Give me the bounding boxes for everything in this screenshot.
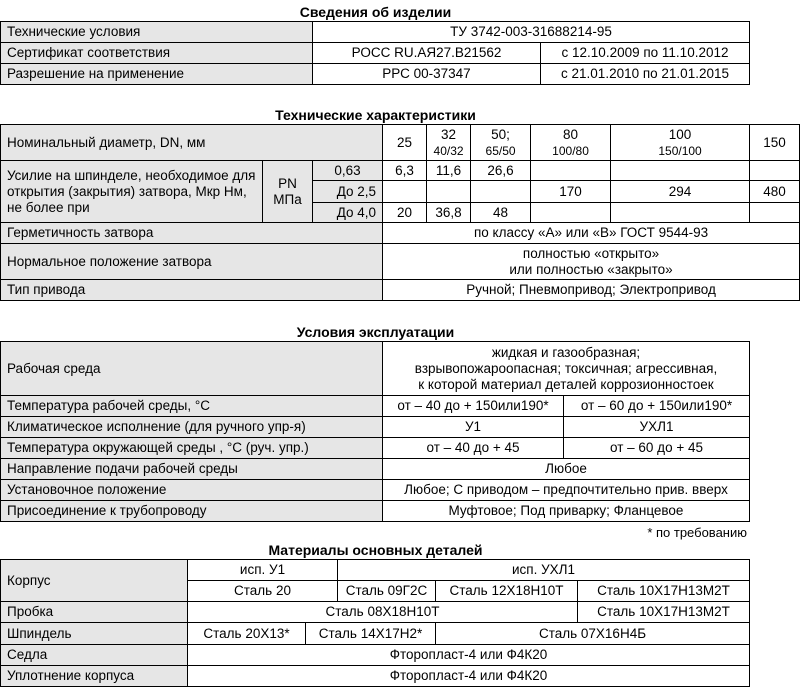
drive-type-label: Тип привода bbox=[1, 280, 383, 301]
product-info-table bbox=[0, 21, 750, 85]
ambient-temp-u1: от – 40 до + 45 bbox=[383, 438, 564, 459]
materials-table bbox=[0, 559, 750, 687]
pn-label: PN МПа bbox=[263, 161, 313, 223]
torque-25-50 bbox=[471, 181, 531, 203]
pressure-25: До 2,5 bbox=[313, 181, 383, 203]
certificate-label: Сертификат соответствия bbox=[1, 43, 313, 64]
permission-label: Разрешение на применение bbox=[1, 64, 313, 85]
torque-063-32: 11,6 bbox=[427, 161, 471, 181]
pressure-40: До 4,0 bbox=[313, 203, 383, 223]
section-title-tech-specs: Технические характеристики bbox=[275, 107, 476, 123]
torque-40-100 bbox=[611, 203, 750, 223]
tech-conditions-value: ТУ 3742-003-31688214-95 bbox=[313, 22, 750, 43]
section-title-operating-conditions: Условия эксплуатации bbox=[296, 324, 455, 340]
drive-type-value: Ручной; Пневмопривод; Электропривод bbox=[383, 280, 800, 301]
torque-063-50: 26,6 bbox=[471, 161, 531, 181]
torque-063-80 bbox=[531, 161, 611, 181]
medium-temp-label: Температура рабочей среды, °С bbox=[1, 396, 383, 417]
normal-position-value: полностью «открыто» или полностью «закрыто» bbox=[383, 244, 800, 280]
footnote: * по требованию bbox=[647, 525, 747, 540]
torque-label: Усилие на шпинделе, необходимое для открытия (закрытия) затвора, Мкр Нм, не более при bbox=[1, 161, 263, 223]
medium-label: Рабочая среда bbox=[1, 342, 383, 396]
medium-temp-u1: от – 40 до + 150или190* bbox=[383, 396, 564, 417]
torque-40-80 bbox=[531, 203, 611, 223]
flow-direction-value: Любое bbox=[383, 459, 750, 480]
spindle-value-b: Сталь 14Х17Н2* bbox=[306, 623, 436, 645]
seat-label: Седла bbox=[1, 645, 188, 666]
body-label: Корпус bbox=[1, 560, 188, 602]
torque-25-100: 294 bbox=[611, 181, 750, 203]
dn-25: 25 bbox=[383, 125, 427, 161]
body-seal-label: Уплотнение корпуса bbox=[1, 666, 188, 687]
tech-specs-table bbox=[0, 124, 800, 301]
normal-position-label: Нормальное положение затвора bbox=[1, 244, 383, 280]
torque-40-50: 48 bbox=[471, 203, 531, 223]
installation-label: Установочное положение bbox=[1, 480, 383, 501]
dn-label: Номинальный диаметр, DN, мм bbox=[1, 125, 383, 161]
tightness-label: Герметичность затвора bbox=[1, 223, 383, 244]
pressure-063: 0,63 bbox=[313, 161, 383, 181]
connection-label: Присоединение к трубопроводу bbox=[1, 501, 383, 522]
permission-dates: с 21.01.2010 по 21.01.2015 bbox=[541, 64, 750, 85]
torque-063-25: 6,3 bbox=[383, 161, 427, 181]
tech-conditions-label: Технические условия bbox=[1, 22, 313, 43]
torque-40-150 bbox=[750, 203, 800, 223]
medium-value: жидкая и газообразная; взрывопожароопасная; токсичная; агрессивная, к которой материал деталей коррозионностоек bbox=[383, 342, 750, 396]
spindle-label: Шпиндель bbox=[1, 623, 188, 645]
plug-label: Пробка bbox=[1, 602, 188, 623]
climate-label: Климатическое исполнение (для ручного упр-я) bbox=[1, 417, 383, 438]
body-u1: Сталь 20 bbox=[188, 581, 338, 602]
installation-value: Любое; С приводом – предпочтительно прив. вверх bbox=[383, 480, 750, 501]
dn-150: 150 bbox=[750, 125, 800, 161]
torque-25-80: 170 bbox=[531, 181, 611, 203]
torque-063-150 bbox=[750, 161, 800, 181]
torque-25-32 bbox=[427, 181, 471, 203]
torque-063-100 bbox=[611, 161, 750, 181]
dn-50: 50; 65/50 bbox=[471, 125, 531, 161]
torque-40-25: 20 bbox=[383, 203, 427, 223]
connection-value: Муфтовое; Под приварку; Фланцевое bbox=[383, 501, 750, 522]
spindle-value-c: Сталь 07Х16Н4Б bbox=[436, 623, 750, 645]
section-title-materials: Материалы основных деталей bbox=[268, 542, 483, 558]
flow-direction-label: Направление подачи рабочей среды bbox=[1, 459, 383, 480]
ambient-temp-label: Температура окружающей среды , °С (руч. упр.) bbox=[1, 438, 383, 459]
variant-uhl1: исп. УХЛ1 bbox=[338, 560, 750, 581]
torque-25-150: 480 bbox=[750, 181, 800, 203]
dn-100: 100 150/100 bbox=[611, 125, 750, 161]
tightness-value: по классу «А» или «В» ГОСТ 9544-93 bbox=[383, 223, 800, 244]
body-uhl1-c: Сталь 10Х17Н13М2Т bbox=[578, 581, 750, 602]
section-title-product-info: Сведения об изделии bbox=[299, 4, 452, 20]
torque-40-32: 36,8 bbox=[427, 203, 471, 223]
permission-value: РРС 00-37347 bbox=[313, 64, 541, 85]
body-uhl1-a: Сталь 09Г2С bbox=[338, 581, 436, 602]
body-uhl1-b: Сталь 12Х18Н10Т bbox=[436, 581, 578, 602]
medium-temp-uhl1: от – 60 до + 150или190* bbox=[564, 396, 750, 417]
operating-conditions-table bbox=[0, 341, 750, 522]
plug-value-a: Сталь 08Х18Н10Т bbox=[188, 602, 578, 623]
spindle-value-a: Сталь 20Х13* bbox=[188, 623, 306, 645]
ambient-temp-uhl1: от – 60 до + 45 bbox=[564, 438, 750, 459]
certificate-value: РОСС RU.АЯ27.В21562 bbox=[313, 43, 541, 64]
plug-value-b: Сталь 10Х17Н13М2Т bbox=[578, 602, 750, 623]
variant-u1: исп. У1 bbox=[188, 560, 338, 581]
seat-value: Фторопласт-4 или Ф4К20 bbox=[188, 645, 750, 666]
certificate-dates: с 12.10.2009 по 11.10.2012 bbox=[541, 43, 750, 64]
dn-32: 32 40/32 bbox=[427, 125, 471, 161]
torque-25-25 bbox=[383, 181, 427, 203]
body-seal-value: Фторопласт-4 или Ф4К20 bbox=[188, 666, 750, 687]
climate-u1: У1 bbox=[383, 417, 564, 438]
climate-uhl1: УХЛ1 bbox=[564, 417, 750, 438]
dn-80: 80 100/80 bbox=[531, 125, 611, 161]
